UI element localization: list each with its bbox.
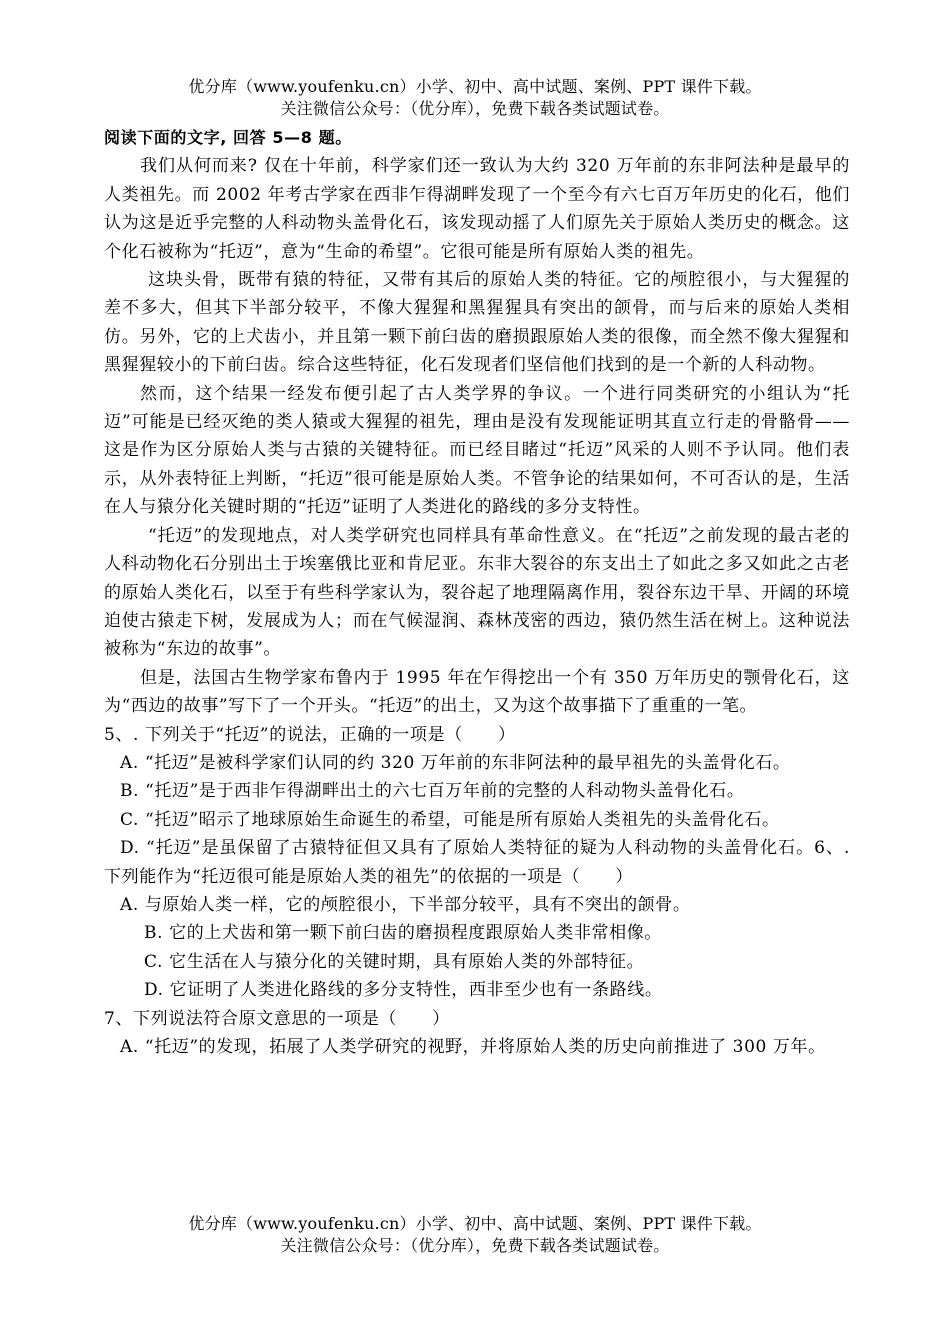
footer-line-1: 优分库（www.youfenku.cn）小学、初中、高中试题、案例、PPT 课件下载。 [188,1214,762,1233]
question-5-option-b: B. “托迈”是于西非乍得湖畔出土的六七百万年前的完整的人科动物头盖骨化石。 [120,781,745,802]
passage-paragraph-2: 这块头骨，既带有猿的特征，又带有其后的原始人类的特征。它的颅腔很小，与大猩猩的差不多大，但其下半部分较平，不像大猩猩和黑猩猩具有突出的颌骨，而与后来的原始人类相仿。另外，它的上犬齿小，并且第一颗下前臼齿的磨损跟原始人类的很像，而全然不像大猩猩和黑猩猩较小的下前臼齿。综合这些特征，化石发现者们坚信他们找到的是一个新的人科动物。 [104,270,850,376]
document-body [104,124,850,1061]
question-6-option-d: D. 它证明了人类进化路线的多分支特性，西非至少也有一条路线。 [144,980,663,1001]
passage-paragraph-3: 然而，这个结果一经发布便引起了古人类学界的争议。一个进行同类研究的小组认为“托迈”可能是已经灭绝的类人猿或大猩猩的祖先，理由是没有发现能证明其直立行走的骨骼骨——这是作为区分原始人类与古猿的关键特征。而已经目睹过“托迈”风采的人则不予认同。他们表示，从外表特征上判断，“托迈”很可能是原始人类。不管争论的结果如何，不可否认的是，生活在人与猿分化关键时期的“托迈”证明了人类进化的路线的多分支特性。 [104,383,850,518]
footer-line-2: 关注微信公众号：（优分库），免费下载各类试题试卷。 [280,1236,670,1255]
question-6-option-a: A. 与原始人类一样，它的颅腔很小，下半部分较平，具有不突出的颌骨。 [120,894,691,915]
question-6-option-c: C. 它生活在人与猿分化的关键时期，具有原始人类的外部特征。 [144,951,645,972]
section-title: 阅读下面的文字, 回答 5—8 题。 [104,128,352,147]
header-line-1: 优分库（www.youfenku.cn）小学、初中、高中试题、案例、PPT 课件下载。 [188,77,762,96]
question-6-stem: 6、. 下列能作为“托迈很可能是原始人类的祖先”的依据的一项是（ ） [104,838,850,887]
question-6-option-b: B. 它的上犬齿和第一颗下前臼齿的磨损程度跟原始人类非常相像。 [144,923,662,944]
question-7-option-a: A. “托迈”的发现，拓展了人类学研究的视野，并将原始人类的历史向前推进了 300 万年。 [120,1037,826,1057]
question-5-option-d-and-question-6 [104,834,850,891]
question-5-option-c: C. “托迈”昭示了地球原始生命诞生的希望，可能是所有原始人类祖先的头盖骨化石。 [120,809,780,830]
question-5-option-a: A. “托迈”是被科学家们认同的约 320 万年前的东非阿法种的最早祖先的头盖骨化石。 [120,752,791,773]
header-line-2: 关注微信公众号：（优分库），免费下载各类试题试卷。 [280,99,670,118]
passage-paragraph-1: 我们从何而来? 仅在十年前，科学家们还一致认为大约 320 万年前的东非阿法种是最早的人类祖先。而 2002 年考古学家在西非乍得湖畔发现了一个至今有六七百万年历史的化石，他们认为这是近乎完整的人科动物头盖骨化石，该发现动摇了人们原先关于原始人类历史的概念。这个化石被称为“托迈”，意为“生命的希望”。它很可能是所有原始人类的祖先。 [104,156,850,262]
question-5-stem: 5、. 下列关于“托迈”的说法，正确的一项是（ ） [104,724,516,745]
question-7-stem: 7、下列说法符合原文意思的一项是（ ） [104,1008,450,1029]
question-5-option-d: D. “托迈”是虽保留了古猿特征但又具有了原始人类特征的疑为人科动物的头盖骨化石。 [120,838,815,859]
passage-paragraph-5: 但是，法国古生物学家布鲁内于 1995 年在乍得挖出一个有 350 万年历史的颚骨化石，这为“西边的故事”写下了一个开头。“托迈”的出土，又为这个故事描下了重重的一笔。 [104,667,850,717]
passage-paragraph-4: “托迈”的发现地点，对人类学研究也同样具有革命性意义。在“托迈”之前发现的最古老的人科动物化石分别出土于埃塞俄比亚和肯尼亚。东非大裂谷的东支出土了如此之多又如此之古老的原始人类化石，以至于有些科学家认为，裂谷起了地理隔离作用，裂谷东边干旱、开阔的环境迫使古猿走下树，发展成为人；而在气候湿润、森林茂密的西边，猿仍然生活在树上。这种说法被称为“东边的故事”。 [104,525,850,660]
